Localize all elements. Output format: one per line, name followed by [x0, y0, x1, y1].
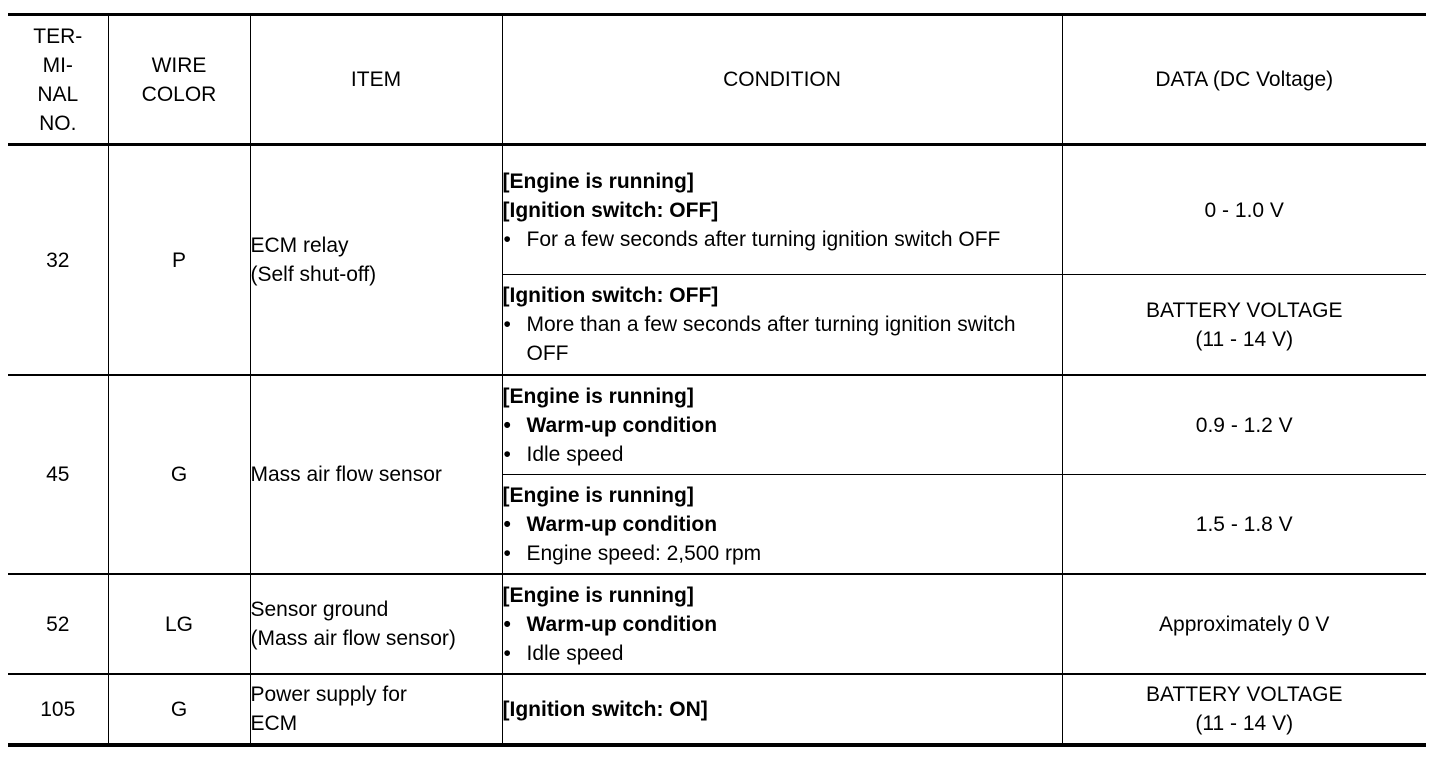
- condition-cell: [502, 275, 1062, 376]
- item-line: ECM: [250, 712, 298, 735]
- header-row: [8, 15, 1426, 145]
- header-wire-color-line: WIRE: [151, 53, 207, 77]
- item-line: Mass air flow sensor: [250, 463, 442, 486]
- data-cell: [1062, 375, 1426, 475]
- data-value: 1.5 - 1.8 V: [1195, 512, 1293, 536]
- condition-cell: [502, 674, 1062, 745]
- wire-color-cell: LG: [108, 574, 250, 674]
- header-data: DATA (DC Voltage): [1062, 15, 1426, 145]
- data-value: (11 - 14 V): [1195, 327, 1294, 351]
- data-cell: [1062, 475, 1426, 575]
- terminal-number-cell: 52: [8, 574, 108, 674]
- table-row: [8, 145, 1426, 275]
- data-cell: [1062, 145, 1426, 275]
- header-terminal-line: MI-: [42, 53, 73, 77]
- condition-list: [503, 225, 1062, 254]
- table-row: [8, 574, 1426, 674]
- table-row: [8, 375, 1426, 475]
- data-value: 0 - 1.0 V: [1204, 198, 1284, 222]
- condition-list: [503, 510, 1062, 568]
- wire-color-cell: G: [108, 375, 250, 574]
- data-cell: [1062, 674, 1426, 745]
- condition-bullet: • Warm-up condition: [503, 510, 1062, 539]
- condition-cell: [502, 574, 1062, 674]
- data-cell: [1062, 574, 1426, 674]
- item-cell: [250, 375, 502, 574]
- condition-title: [Ignition switch: ON]: [502, 697, 708, 721]
- header-terminal-line: TER-: [33, 24, 83, 48]
- header-terminal-line: NO.: [39, 111, 77, 135]
- condition-title: [Ignition switch: OFF]: [502, 284, 719, 307]
- condition-bullet: • Warm-up condition: [503, 610, 1062, 639]
- item-cell: [250, 674, 502, 745]
- data-value: Approximately 0 V: [1159, 612, 1330, 636]
- header-wire-color: [108, 15, 250, 145]
- condition-title: [Engine is running]: [502, 384, 694, 408]
- terminal-number-cell: 45: [8, 375, 108, 574]
- header-wire-color-line: COLOR: [141, 82, 217, 106]
- condition-list: [503, 310, 1062, 368]
- data-cell: [1062, 275, 1426, 376]
- condition-list: [503, 610, 1062, 668]
- data-value: BATTERY VOLTAGE: [1146, 298, 1343, 322]
- terminal-number-cell: 32: [8, 145, 108, 376]
- condition-list: [503, 411, 1062, 469]
- condition-title: [Ignition switch: OFF]: [502, 198, 719, 222]
- item-line: (Mass air flow sensor): [250, 627, 456, 650]
- condition-bullet: • More than a few seconds after turning ignition switch OFF: [503, 310, 1062, 368]
- header-terminal-line: NAL: [37, 82, 79, 106]
- condition-bullet: • Idle speed: [503, 639, 1062, 668]
- item-line: (Self shut-off): [250, 263, 377, 286]
- table-row: [8, 674, 1426, 745]
- data-value: BATTERY VOLTAGE: [1146, 683, 1343, 706]
- header-item: ITEM: [250, 15, 502, 145]
- condition-cell: [502, 475, 1062, 575]
- item-cell: [250, 574, 502, 674]
- wire-color-cell: P: [108, 145, 250, 376]
- data-value: (11 - 14 V): [1195, 712, 1294, 735]
- condition-bullet: • For a few seconds after turning ignition switch OFF: [503, 225, 1062, 254]
- wire-color-cell: G: [108, 674, 250, 745]
- ecm-terminal-table: [8, 13, 1426, 747]
- header-condition: CONDITION: [502, 15, 1062, 145]
- condition-cell: [502, 145, 1062, 275]
- item-line: Power supply for: [250, 683, 407, 706]
- condition-title: [Engine is running]: [502, 483, 694, 507]
- condition-bullet: • Idle speed: [503, 440, 1062, 469]
- header-terminal-no: [8, 15, 108, 145]
- condition-title: [Engine is running]: [502, 169, 694, 193]
- item-cell: [250, 145, 502, 376]
- condition-bullet: • Engine speed: 2,500 rpm: [503, 539, 1062, 568]
- item-line: ECM relay: [250, 234, 349, 257]
- item-line: Sensor ground: [250, 598, 389, 621]
- data-value: 0.9 - 1.2 V: [1195, 413, 1293, 437]
- terminal-number-cell: 105: [8, 674, 108, 745]
- condition-bullet: • Warm-up condition: [503, 411, 1062, 440]
- condition-cell: [502, 375, 1062, 475]
- condition-title: [Engine is running]: [502, 583, 694, 607]
